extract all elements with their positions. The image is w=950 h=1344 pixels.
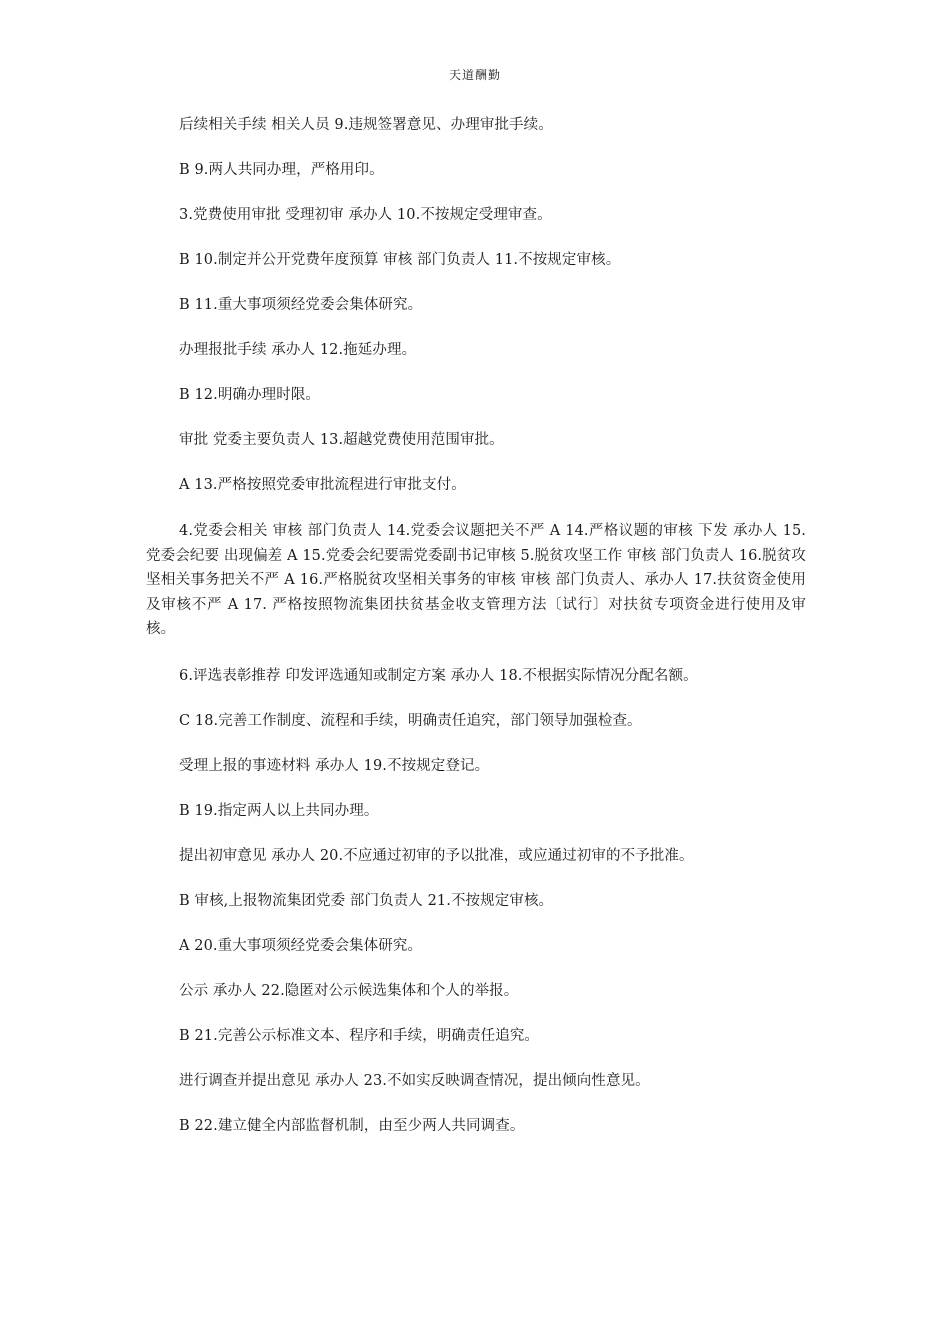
paragraph-1: 后续相关手续 相关人员 9.违规签署意见、办理审批手续。 bbox=[179, 117, 553, 133]
page-header: 天道酬勤 bbox=[448, 68, 501, 82]
paragraph-6: 办理报批手续 承办人 12.拖延办理。 bbox=[179, 342, 417, 358]
paragraph-8: 审批 党委主要负责人 13.超越党费使用范围审批。 bbox=[179, 432, 504, 448]
paragraph-20: 进行调查并提出意见 承办人 23.不如实反映调查情况，提出倾向性意见。 bbox=[179, 1072, 650, 1089]
paragraph-4: B 10.制定并公开党费年度预算 审核 部门负责人 11.不按规定审核。 bbox=[179, 252, 621, 268]
paragraph-15: 提出初审意见 承办人 20.不应通过初审的予以批准，或应通过初审的不予批准。 bbox=[179, 847, 694, 864]
paragraph-11: 6.评选表彰推荐 印发评选通知或制定方案 承办人 18.不根据实际情况分配名额。 bbox=[179, 667, 698, 684]
paragraph-17: A 20.重大事项须经党委会集体研究。 bbox=[179, 937, 423, 954]
paragraph-7: B 12.明确办理时限。 bbox=[179, 387, 321, 403]
paragraph-10: 4.党委会相关 审核 部门负责人 14.党委会议题把关不严 A 14.严格议题的审核 下发 承办人 15.党委会纪要 出现偏差 A 15.党委会纪要需党委副书记审核 5.脱贫攻坚工作 审核 部门负责人 16.脱贫攻坚相关事务把关不严 A 16.严格脱贫攻坚相关事务的审核 审核 部门负责人、承办人 17.扶贫资金使用及审核不严 A 17. 严格按照物流集团扶贫基金收支管理方法〔试行〕对扶贫专项资金进行使用及审核。 bbox=[146, 523, 806, 637]
paragraph-14: B 19.指定两人以上共同办理。 bbox=[179, 802, 379, 819]
paragraph-21: B 22.建立健全内部监督机制，由至少两人共同调查。 bbox=[179, 1117, 525, 1134]
paragraph-18: 公示 承办人 22.隐匿对公示候选集体和个人的举报。 bbox=[179, 982, 519, 999]
paragraph-3: 3.党费使用审批 受理初审 承办人 10.不按规定受理审查。 bbox=[179, 207, 552, 223]
paragraph-13: 受理上报的事迹材料 承办人 19.不按规定登记。 bbox=[179, 757, 490, 774]
paragraph-16: B 审核,上报物流集团党委 部门负责人 21.不按规定审核。 bbox=[179, 892, 554, 909]
document-body bbox=[146, 114, 806, 1160]
paragraph-9: A 13.严格按照党委审批流程进行审批支付。 bbox=[179, 477, 466, 493]
paragraph-12: C 18.完善工作制度、流程和手续，明确责任追究，部门领导加强检查。 bbox=[179, 712, 642, 729]
paragraph-19: B 21.完善公示标准文本、程序和手续，明确责任追究。 bbox=[179, 1027, 540, 1044]
paragraph-5: B 11.重大事项须经党委会集体研究。 bbox=[179, 297, 423, 313]
paragraph-2: B 9.两人共同办理，严格用印。 bbox=[179, 162, 384, 178]
